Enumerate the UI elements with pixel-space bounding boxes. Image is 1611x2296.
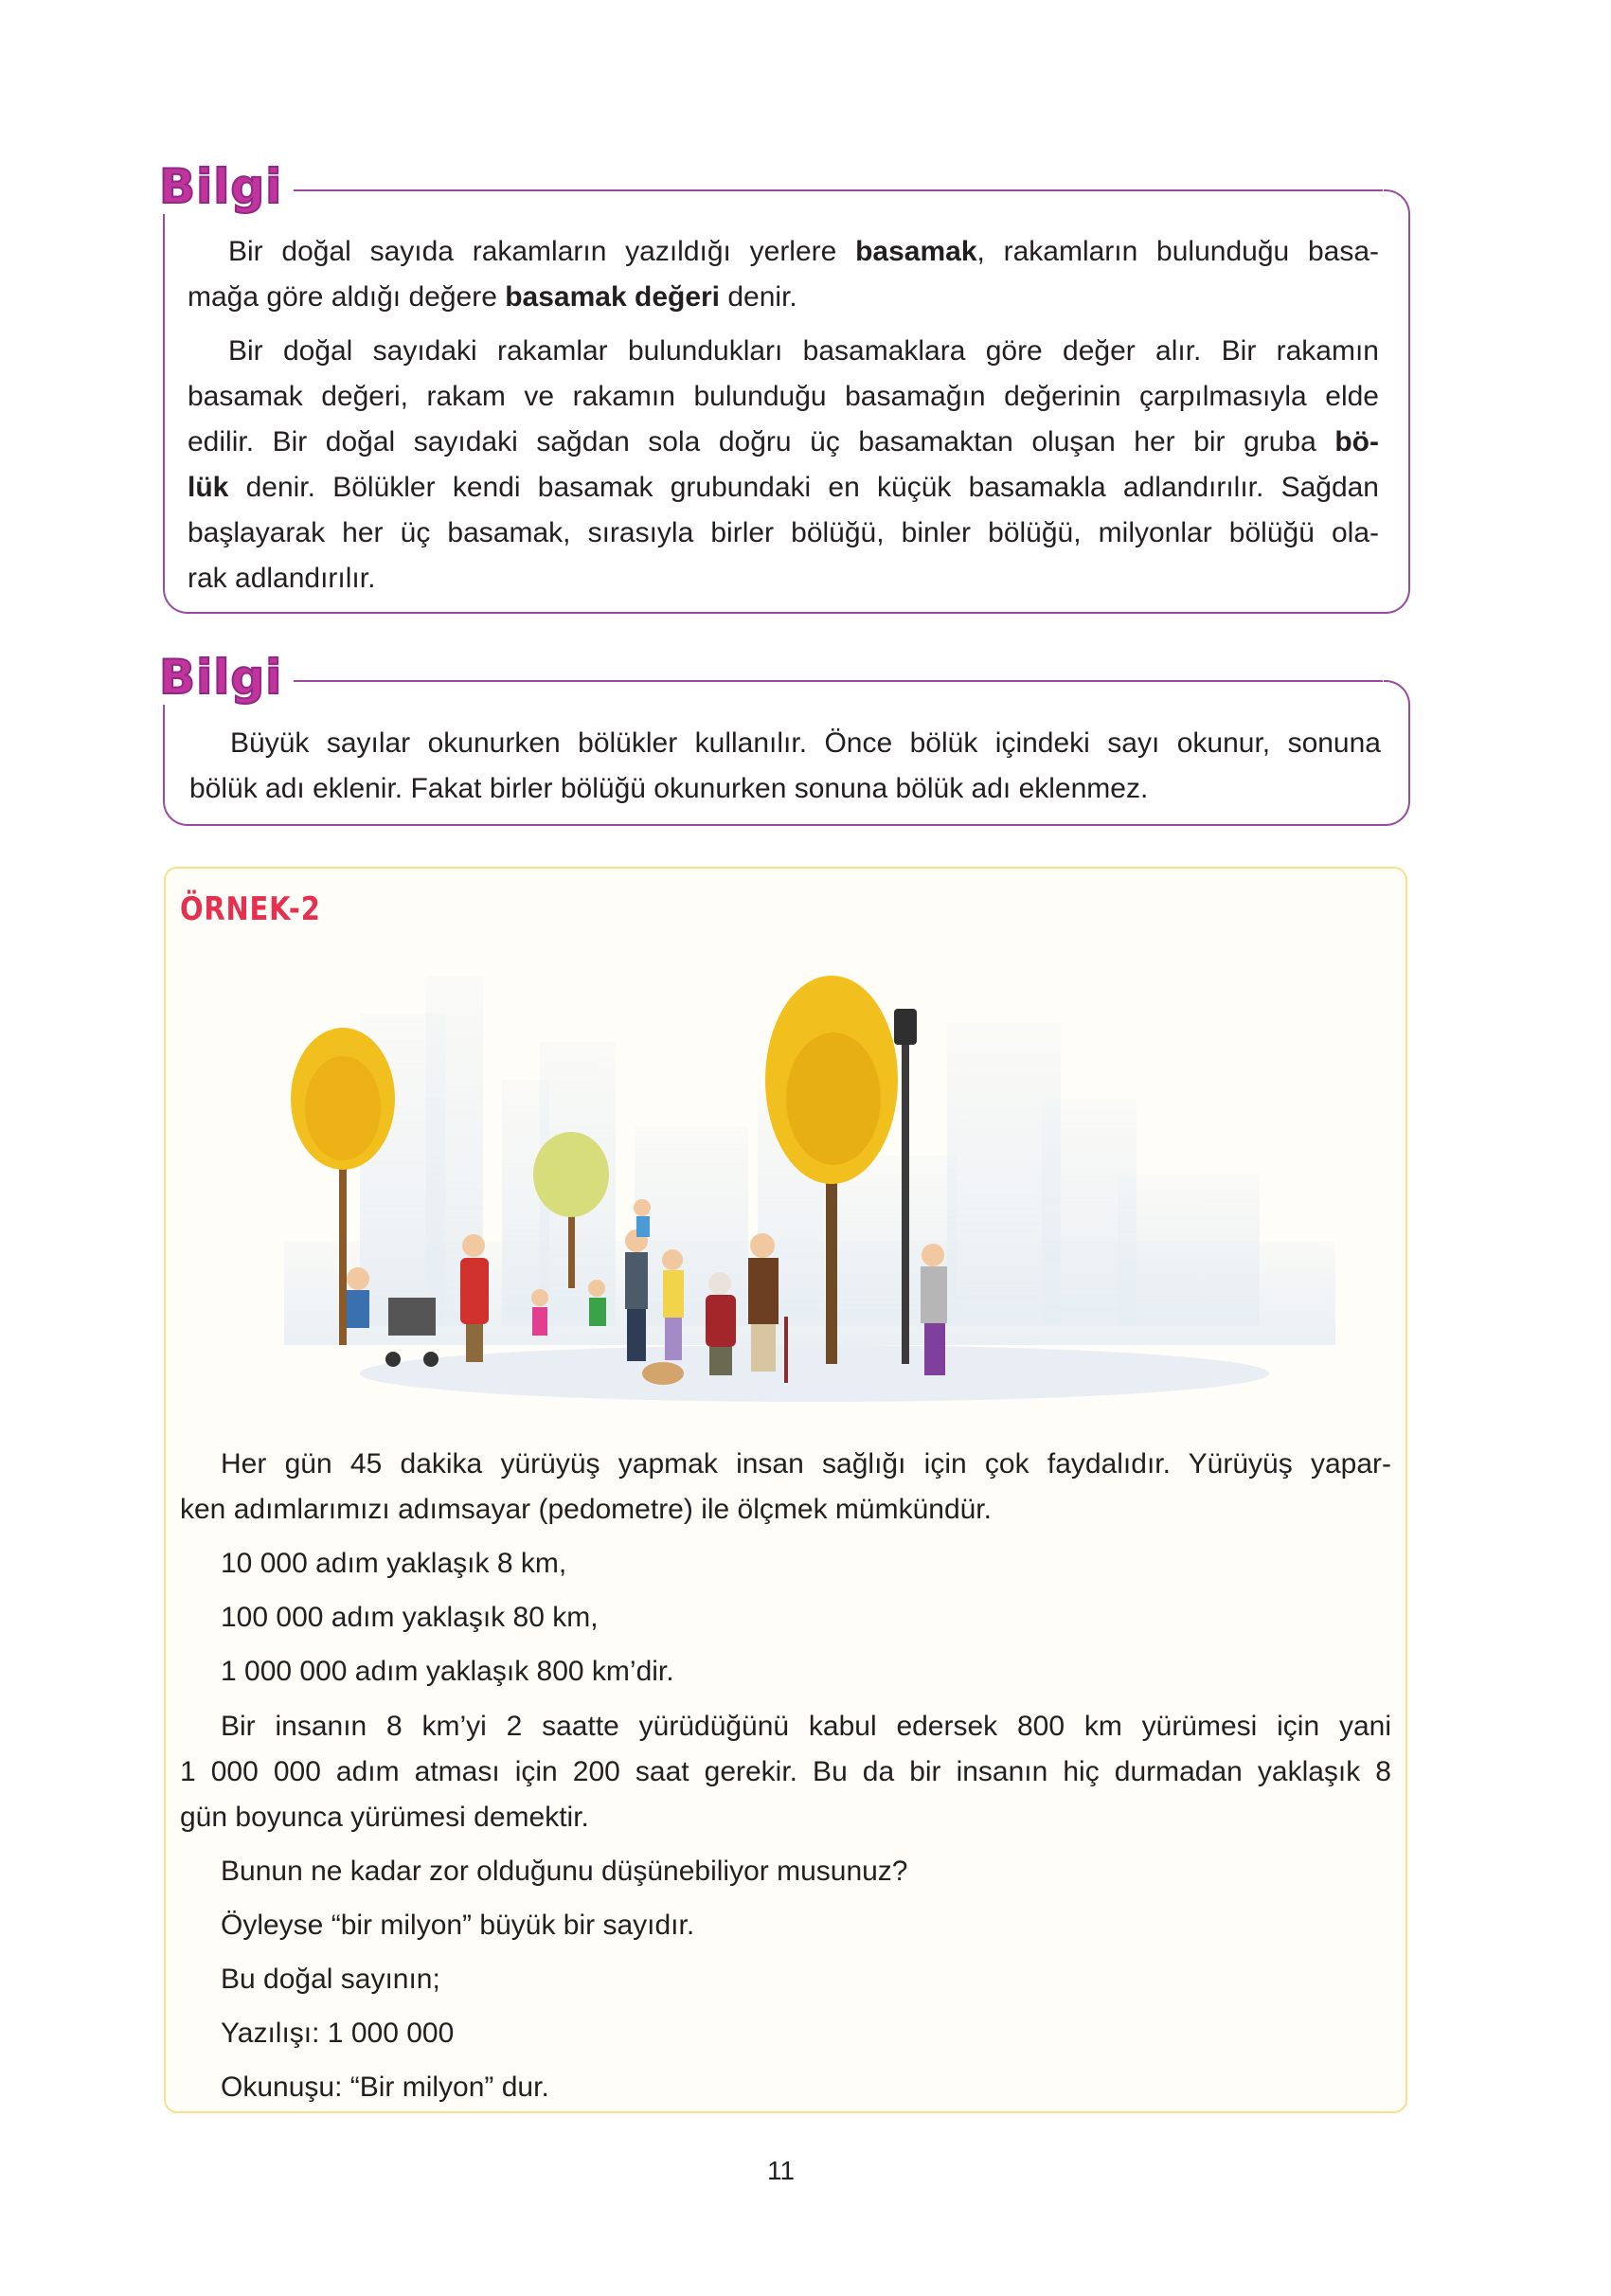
text-segment: bölük adı eklenir. Fakat birler bölüğü okunurken sonuna bölük adı eklenmez. xyxy=(189,773,1149,804)
text-line xyxy=(180,1487,1391,1533)
text-line xyxy=(188,374,1379,420)
example-heading: ÖRNEK-2 xyxy=(180,890,321,928)
text-line xyxy=(180,1795,1391,1840)
text-segment: Her gün 45 dakika yürüyüş yapmak insan sağlığı için çok faydalıdır. Yürüyüş yapar- xyxy=(221,1448,1391,1480)
text-line xyxy=(180,2065,1391,2110)
bold-term: bö- xyxy=(1334,426,1379,457)
text-line xyxy=(188,511,1379,556)
text-line xyxy=(188,465,1379,511)
text-segment: Bir doğal sayıda rakamların yazıldığı yerlere xyxy=(228,236,856,267)
bold-term: lük xyxy=(188,472,229,503)
text-line xyxy=(180,1649,1391,1695)
bilgi-corner xyxy=(1384,189,1410,216)
park-walk-illustration xyxy=(284,957,1335,1426)
text-segment: , rakamların bulunduğu basa- xyxy=(976,236,1379,267)
text-segment: Büyük sayılar okunurken bölükler kullanılır. Önce bölük içindeki sayı okunur, sonuna xyxy=(230,727,1381,759)
text-segment: ken adımlarımızı adımsayar (pedometre) ile ölçmek mümkündür. xyxy=(180,1494,992,1525)
text-segment: Bu doğal sayının; xyxy=(221,1964,440,1995)
text-line xyxy=(180,1442,1391,1487)
text-segment: Öyleyse “bir milyon” büyük bir sayıdır. xyxy=(221,1910,695,1941)
text-line xyxy=(188,420,1379,465)
text-segment: Bunun ne kadar zor olduğunu düşünebiliyor musunuz? xyxy=(221,1856,908,1887)
bold-term: basamak xyxy=(855,236,977,267)
bilgi-heading: Bilgi xyxy=(159,159,283,214)
text-line xyxy=(180,1849,1391,1894)
text-line xyxy=(180,1595,1391,1641)
text-line xyxy=(180,2011,1391,2056)
text-line xyxy=(188,229,1379,275)
bilgi-2-text xyxy=(189,721,1381,812)
text-line xyxy=(180,1903,1391,1948)
text-segment: başlayarak her üç basamak, sırasıyla birler bölüğü, binler bölüğü, milyonlar bölüğü ola- xyxy=(188,517,1379,548)
text-line xyxy=(180,1957,1391,2002)
text-line xyxy=(188,275,1379,320)
text-line xyxy=(180,1749,1391,1795)
text-line xyxy=(180,1704,1391,1749)
text-segment: 1 000 000 adım yaklaşık 800 km’dir. xyxy=(221,1656,674,1687)
text-segment: edilir. Bir doğal sayıdaki sağdan sola doğru üç basamaktan oluşan her bir gruba xyxy=(188,426,1335,457)
text-segment: 10 000 adım yaklaşık 8 km, xyxy=(221,1548,567,1579)
text-line xyxy=(189,766,1381,812)
text-line xyxy=(188,329,1379,374)
example-text xyxy=(180,1442,1391,2110)
text-segment: Bir insanın 8 km’yi 2 saatte yürüdüğünü kabul edersek 800 km yürümesi için yani xyxy=(221,1711,1391,1742)
bilgi-1-text xyxy=(188,229,1379,601)
text-segment: 100 000 adım yaklaşık 80 km, xyxy=(221,1602,599,1633)
bilgi-divider xyxy=(294,680,1383,682)
text-segment: basamak değeri, rakam ve rakamın bulunduğu basamağın değerinin çarpılmasıyla elde xyxy=(188,381,1379,412)
page-number: 11 xyxy=(767,2156,796,2185)
text-segment: denir. Bölükler kendi basamak grubundaki en küçük basamakla adlandırılır. Sağdan xyxy=(228,472,1379,503)
text-segment: Okunuşu: “Bir milyon” dur. xyxy=(221,2072,549,2103)
dog-icon xyxy=(642,1362,684,1385)
text-segment: 1 000 000 adım atması için 200 saat gerekir. Bu da bir insanın hiç durmadan yaklaşık 8 xyxy=(180,1756,1391,1787)
text-line xyxy=(189,721,1381,766)
text-line xyxy=(180,1541,1391,1587)
bilgi-divider xyxy=(294,189,1383,191)
bilgi-heading: Bilgi xyxy=(159,650,283,705)
text-line xyxy=(188,556,1379,601)
ground-shadow xyxy=(360,1345,1269,1402)
text-segment: Bir doğal sayıdaki rakamlar bulundukları basamaklara göre değer alır. Bir rakamın xyxy=(228,335,1379,367)
text-segment: rak adlandırılır. xyxy=(188,563,376,594)
text-segment: mağa göre aldığı değere xyxy=(188,281,506,313)
bold-term: basamak değeri xyxy=(505,281,721,313)
text-segment: Yazılışı: 1 000 000 xyxy=(221,2018,455,2049)
bilgi-corner xyxy=(1384,680,1410,707)
text-segment: denir. xyxy=(720,281,797,313)
text-segment: gün boyunca yürümesi demektir. xyxy=(180,1802,589,1833)
